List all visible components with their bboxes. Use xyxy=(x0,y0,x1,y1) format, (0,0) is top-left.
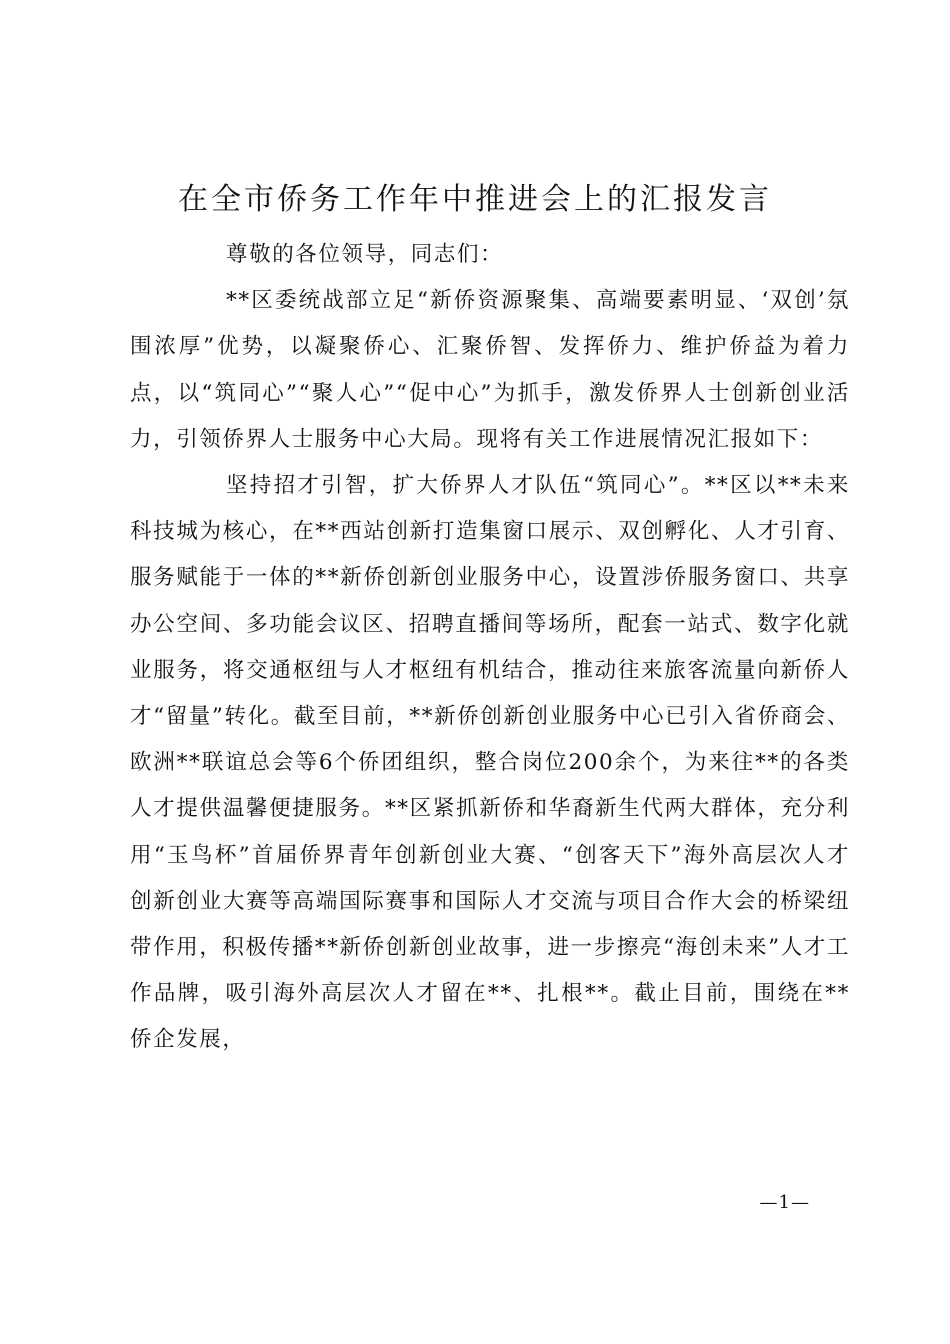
salutation: 尊敬的各位领导，同志们： xyxy=(226,242,504,267)
document-title: 在全市侨务工作年中推进会上的汇报发言 xyxy=(178,182,772,217)
document-body xyxy=(130,232,850,1064)
paragraph-intro: **区委统战部立足“新侨资源聚集、高端要素明显、‘双创’氛围浓厚”优势，以凝聚侨心、汇聚侨智、发挥侨力、维护侨益为着力点，以“筑同心”“聚人心”“促中心”为抓手，激发侨界人士创新创业活力，引领侨界人士服务中心大局。现将有关工作进展情况汇报如下： xyxy=(130,288,850,452)
page-number: —1— xyxy=(759,1192,810,1213)
paragraph-talent: 坚持招才引智，扩大侨界人才队伍“筑同心”。**区以**未来科技城为核心，在**西站创新打造集窗口展示、双创孵化、人才引育、服务赋能于一体的**新侨创新创业服务中心，设置涉侨服务窗口、共享办公空间、多功能会议区、招聘直播间等场所，配套一站式、数字化就业服务，将交通枢纽与人才枢纽有机结合，推动往来旅客流量向新侨人才“留量”转化。截至目前，**新侨创新创业服务中心已引入省侨商会、欧洲**联谊总会等6个侨团组织，整合岗位200余个，为来往**的各类人才提供温馨便捷服务。**区紧抓新侨和华裔新生代两大群体，充分利用“玉鸟杯”首届侨界青年创新创业大赛、“创客天下”海外高层次人才创新创业大赛等高端国际赛事和国际人才交流与项目合作大会的桥梁纽带作用，积极传播**新侨创新创业故事，进一步擦亮“海创未来”人才工作品牌，吸引海外高层次人才留在**、扎根**。截止目前，围绕在**侨企发展， xyxy=(130,473,850,1053)
